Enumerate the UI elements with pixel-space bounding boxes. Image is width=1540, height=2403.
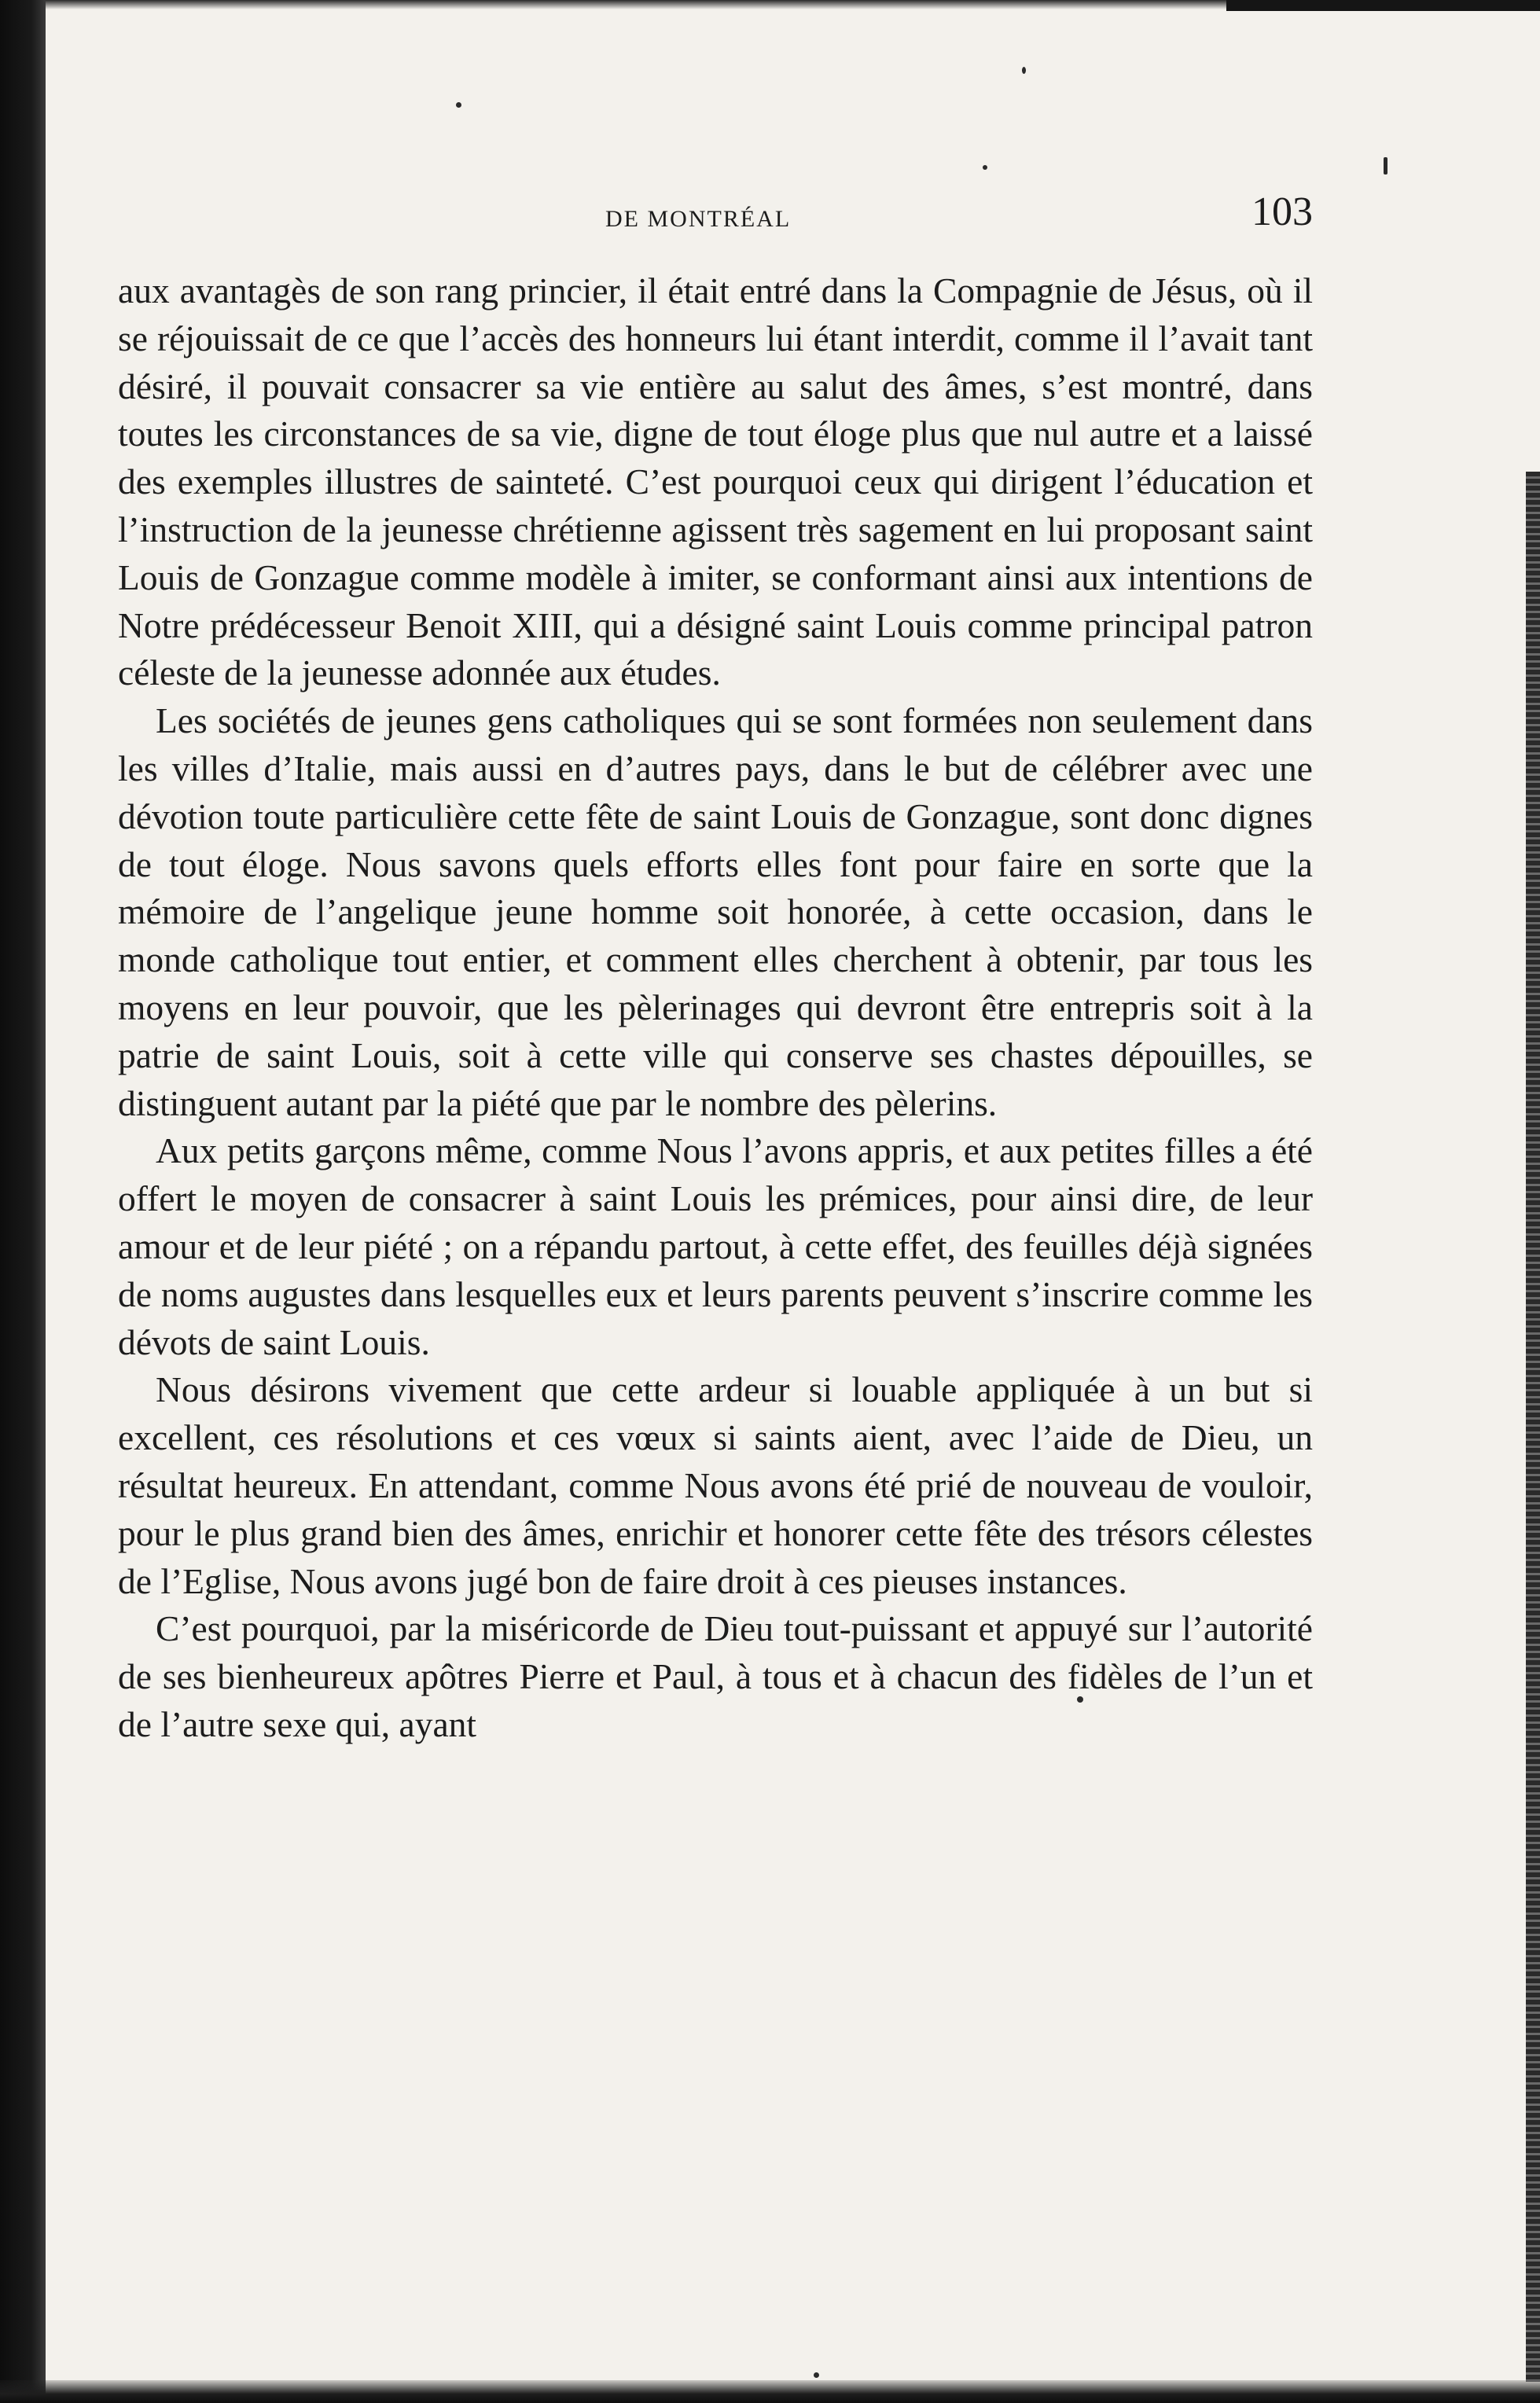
scan-bottom-edge <box>0 2380 1540 2403</box>
book-page <box>118 189 1313 1749</box>
paragraph: Aux petits garçons même, comme Nous l’avons appris, et aux petites filles a été offert le moyen de consacrer à saint Louis les prémices, pour ainsi dire, de leur amour et de leur piété ; on a répandu partout, à cette effet, des feuilles déjà signées de noms augustes dans lesquelles eux et leurs parents peuvent s’inscrire comme les dévots de saint Louis. <box>118 1130 1313 1362</box>
page-number: 103 <box>1251 189 1313 234</box>
paragraph: Nous désirons vivement que cette ardeur si louable appliquée à un but si excellent, ces résolutions et ces vœux si saints aient, avec l’aide de Dieu, un résultat heureux. En attendant, comme Nous avons été prié de nouveau de vouloir, pour le plus grand bien des âmes, enrichir et honorer cette fête des trésors célestes de l’Eglise, Nous avons jugé bon de faire droit à ces pieuses instances. <box>118 1369 1313 1601</box>
scan-right-edge <box>1526 472 1540 2382</box>
scan-binding-edge <box>0 0 46 2403</box>
running-head-title: DE MONTRÉAL <box>605 206 792 232</box>
scan-speck <box>1022 67 1026 74</box>
paragraph: C’est pourquoi, par la miséricorde de Dieu tout-puissant et appuyé sur l’autorité de ses bienheureux apôtres Pierre et Paul, à tous et à chacun des fidèles de l’un et de l’autre sexe qui, ayant <box>118 1608 1313 1744</box>
scan-top-edge-dark <box>1226 0 1540 11</box>
paragraph: Les sociétés de jeunes gens catholiques qui se sont formées non seulement dans les villes d’Italie, mais aussi en d’autres pays, dans le but de célébrer avec une dévotion toute particulière cette fête de saint Louis de Gonzague, sont donc dignes de tout éloge. Nous savons quels efforts elles font pour faire en sorte que la mémoire de l’angelique jeune homme soit honorée, à cette occasion, dans le monde catholique tout entier, et comment elles cherchent à obtenir, par tous les moyens en leur pouvoir, que les pèlerinages qui devront être entrepris soit à la patrie de saint Louis, soit à cette ville qui conserve ses chastes dépouilles, se distinguent autant par la piété que par le nombre des pèlerins. <box>118 700 1313 1123</box>
scan-speck <box>983 165 987 170</box>
paragraph: aux avantagès de son rang princier, il était entré dans la Compagnie de Jésus, où il se réjouissait de ce que l’accès des honneurs lui étant interdit, comme il l’avait tant désiré, il pouvait consacrer sa vie entière au salut des âmes, s’est montré, dans toutes les circonstances de sa vie, digne de tout éloge plus que nul autre et a laissé des exemples illustres de sainteté. C’est pourquoi ceux qui dirigent l’éducation et l’instruction de la jeunesse chrétienne agissent très sagement en lui proposant saint Louis de Gonzague comme modèle à imiter, se conformant ainsi aux intentions de Notre prédécesseur Benoit XIII, qui a désigné saint Louis comme principal patron céleste de la jeunesse adonnée aux études. <box>118 270 1313 693</box>
running-head <box>118 189 1313 252</box>
body-text <box>118 267 1313 1749</box>
scan-speck <box>814 2372 819 2378</box>
scan-speck <box>456 102 461 108</box>
scan-speck <box>1384 157 1387 175</box>
